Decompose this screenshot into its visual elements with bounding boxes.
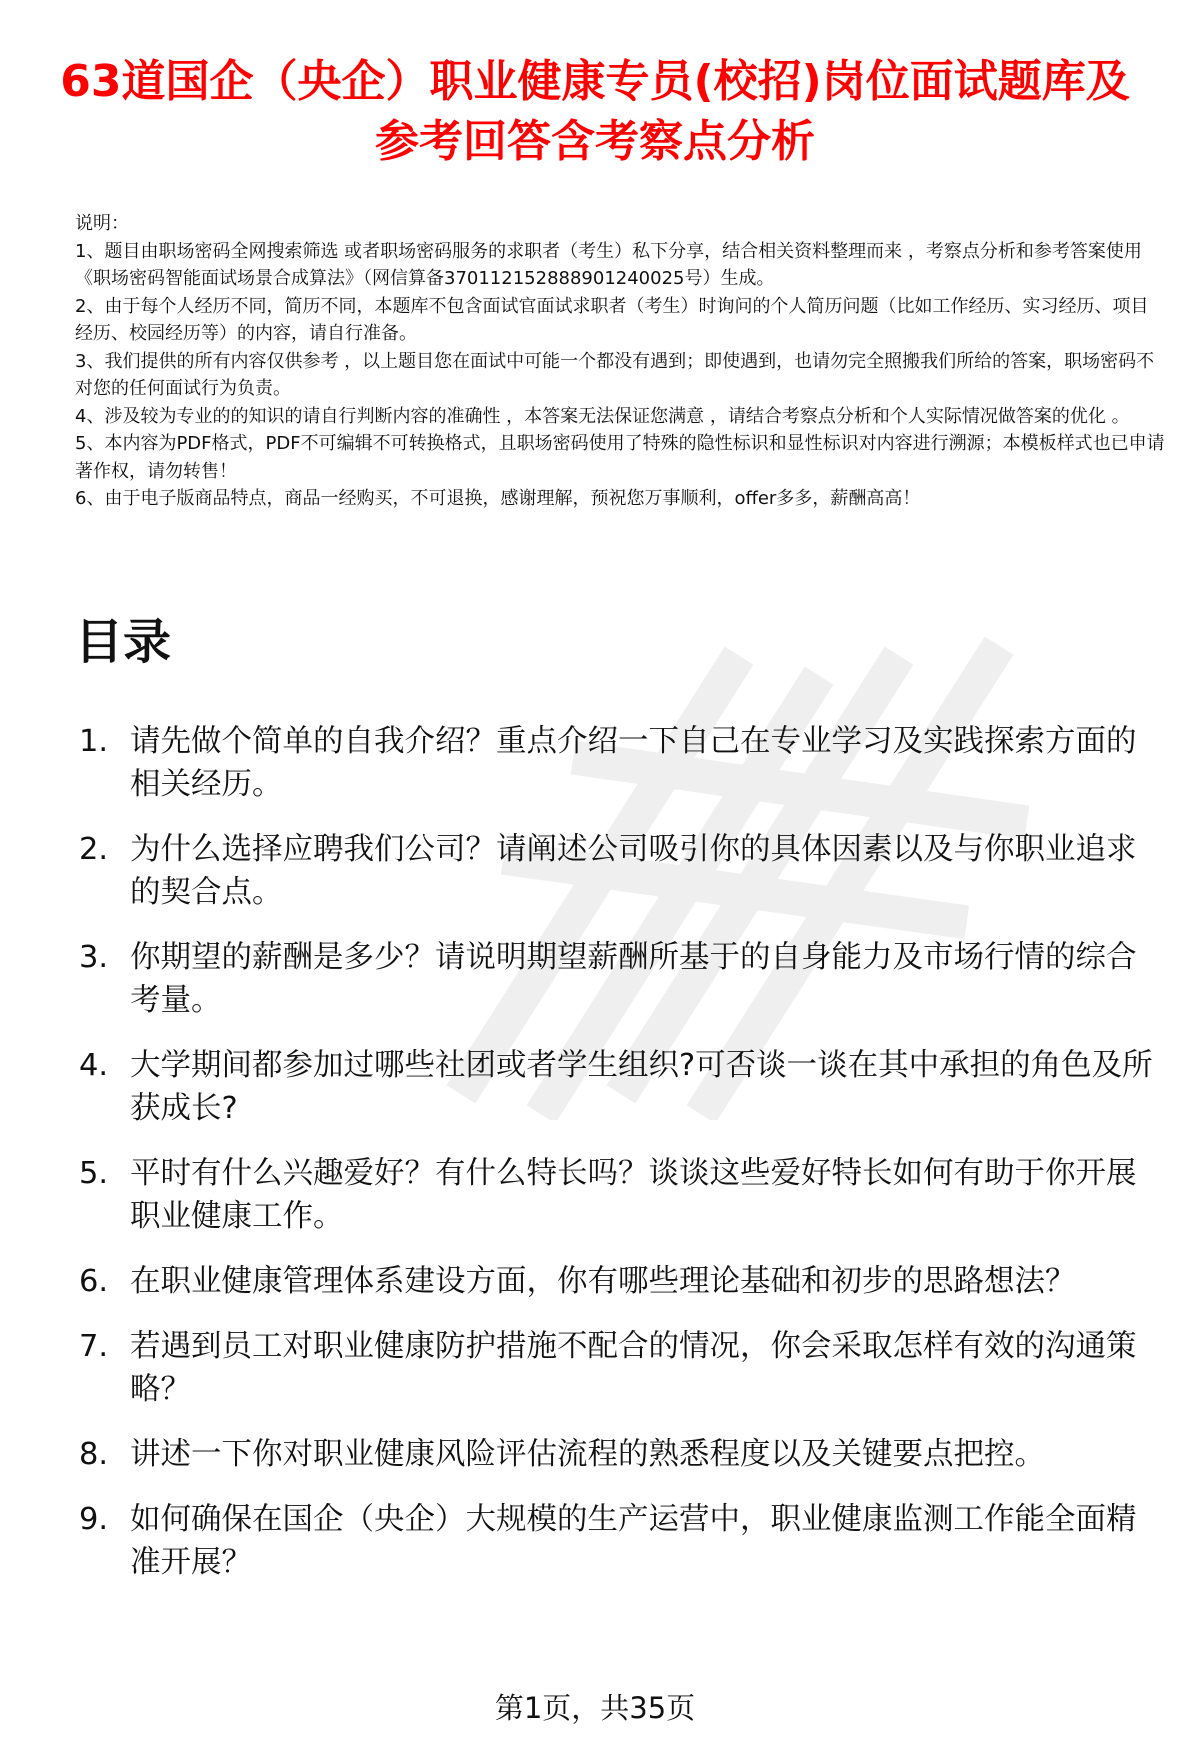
toc-item-text: 若遇到员工对职业健康防护措施不配合的情况，你会采取怎样有效的沟通策略？ xyxy=(130,1329,1137,1407)
toc-item-number: 5. xyxy=(79,1156,109,1191)
toc-item-text: 你期望的薪酬是多少？请说明期望薪酬所基于的自身能力及市场行情的综合考量。 xyxy=(130,940,1137,1018)
note-item: 4、涉及较为专业的的知识的请自行判断内容的准确性 ，本答案无法保证您满意 ，请结合考察点分析和个人实际情况做答案的优化 。 xyxy=(75,405,1130,427)
toc-item[interactable] xyxy=(75,828,1165,914)
toc-item-number: 3. xyxy=(79,940,109,975)
toc-item-number: 8. xyxy=(79,1437,109,1472)
toc-item-number: 4. xyxy=(79,1048,109,1083)
toc-item-text: 请先做个简单的自我介绍？重点介绍一下自己在专业学习及实践探索方面的相关经历。 xyxy=(130,724,1137,802)
toc-item-text: 如何确保在国企（央企）大规模的生产运营中，职业健康监测工作能全面精准开展？ xyxy=(130,1502,1137,1580)
toc-item[interactable] xyxy=(75,936,1165,1022)
note-item: 3、我们提供的所有内容仅供参考 ，以上题目您在面试中可能一个都没有遇到；即使遇到，也请勿完全照搬我们所给的答案，职场密码不对您的任何面试行为负责。 xyxy=(75,350,1155,399)
toc-item[interactable] xyxy=(75,1260,1165,1303)
notes-heading: 说明： xyxy=(75,213,129,234)
toc-item[interactable] xyxy=(75,1152,1165,1238)
toc-item[interactable] xyxy=(75,1433,1165,1476)
toc-item[interactable] xyxy=(75,1044,1165,1130)
toc-item[interactable] xyxy=(75,1498,1165,1584)
toc-heading: 目录 xyxy=(75,614,172,670)
toc-item-text: 大学期间都参加过哪些社团或者学生组织?可否谈一谈在其中承担的角色及所获成长? xyxy=(130,1048,1153,1126)
toc-item[interactable] xyxy=(75,720,1165,806)
toc-item-text: 为什么选择应聘我们公司？请阐述公司吸引你的具体因素以及与你职业追求的契合点。 xyxy=(130,832,1137,910)
note-item: 5、本内容为PDF格式，PDF不可编辑不可转换格式，且职场密码使用了特殊的隐性标识和显性标识对内容进行溯源；本模板样式也已申请著作权，请勿转售！ xyxy=(75,433,1165,482)
note-item: 1、题目由职场密码全网搜索筛选 或者职场密码服务的求职者（考生）私下分享，结合相关资料整理而来 ，考察点分析和参考答案使用《职场密码智能面试场景合成算法》（网信算备370112152888901240025号）生成。 xyxy=(75,240,1142,289)
page-title: 63道国企（央企）职业健康专员(校招)岗位面试题库及参考回答含考察点分析 xyxy=(60,56,1130,167)
note-item: 2、由于每个人经历不同，简历不同，本题库不包含面试官面试求职者（考生）时询问的个人简历问题（比如工作经历、实习经历、项目经历、校园经历等）的内容，请自行准备。 xyxy=(75,295,1149,344)
toc-item-text: 平时有什么兴趣爱好？有什么特长吗？谈谈这些爱好特长如何有助于你开展职业健康工作。 xyxy=(130,1156,1137,1234)
toc-item[interactable] xyxy=(75,1325,1165,1411)
toc-item-number: 6. xyxy=(79,1264,109,1299)
notes-section xyxy=(75,210,1165,513)
toc-item-text: 在职业健康管理体系建设方面，你有哪些理论基础和初步的思路想法？ xyxy=(130,1264,1076,1299)
toc-item-number: 1. xyxy=(79,724,109,759)
toc-item-number: 9. xyxy=(79,1502,109,1537)
note-item: 6、由于电子版商品特点，商品一经购买，不可退换，感谢理解，预祝您万事顺利，offer多多，薪酬高高！ xyxy=(75,488,921,509)
toc-item-number: 7. xyxy=(79,1329,109,1364)
page-footer: 第1页，共35页 xyxy=(494,1691,696,1725)
toc-list xyxy=(75,720,1165,1606)
toc-item-number: 2. xyxy=(79,832,109,867)
toc-item-text: 讲述一下你对职业健康风险评估流程的熟悉程度以及关键要点把控。 xyxy=(130,1437,1045,1472)
